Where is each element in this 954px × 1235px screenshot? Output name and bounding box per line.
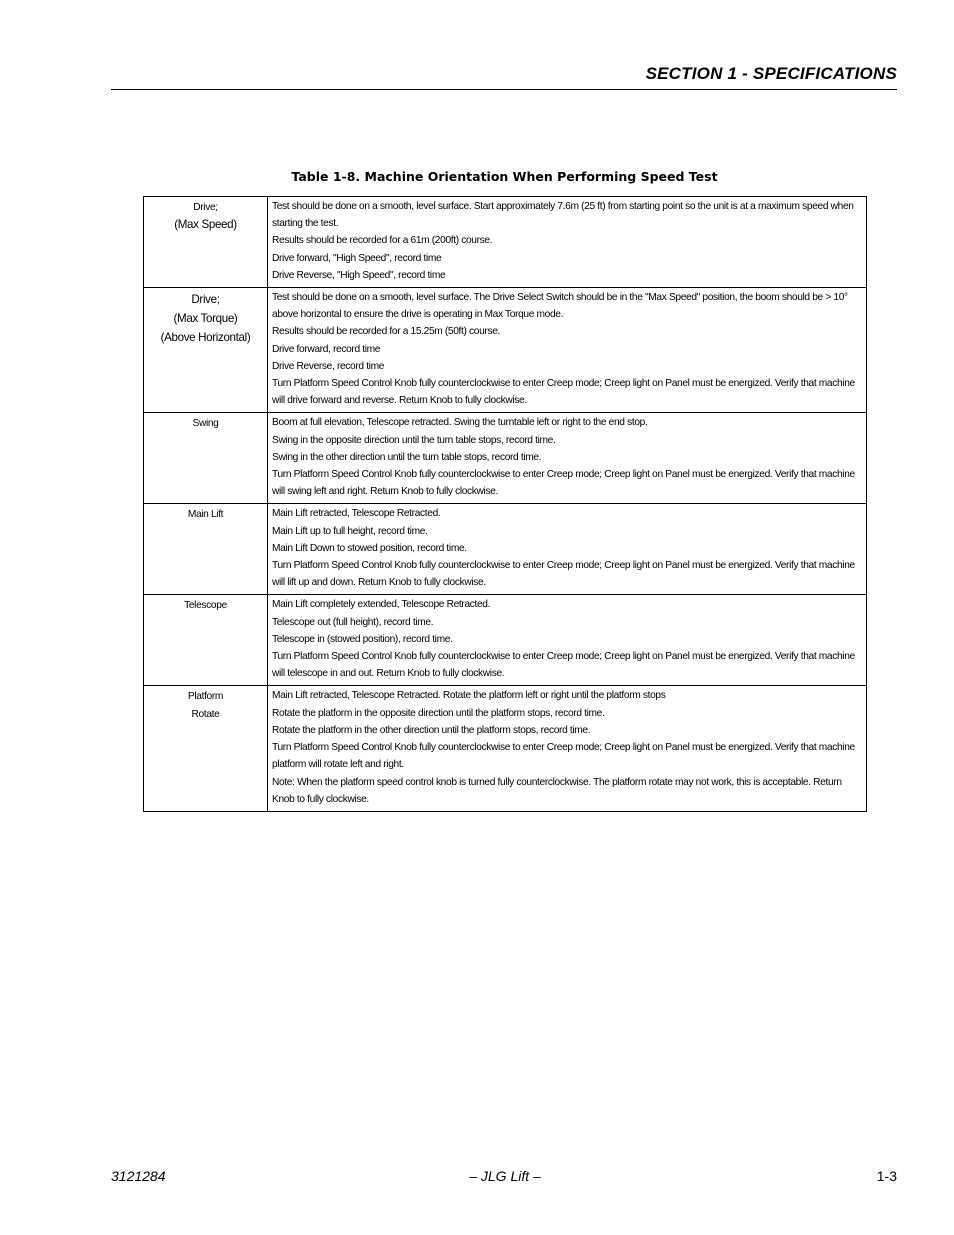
table-row <box>144 595 867 686</box>
table-row <box>144 504 867 595</box>
description-line: Drive Reverse, "High Speed", record time <box>272 269 446 281</box>
description-line: Drive forward, "High Speed", record time <box>272 252 442 264</box>
description-line: Rotate the platform in the other direction until the platform stops, record time. <box>272 724 591 736</box>
row-label: Main Lift <box>187 509 224 521</box>
table-row <box>144 288 867 413</box>
description-line: Note: When the platform speed control knob is turned fully counterclockwise. The platform rotate may not work, this is acceptable. Return Knob to fully clockwise. <box>272 776 842 805</box>
description-line: Turn Platform Speed Control Knob fully counterclockwise to enter Creep mode; Creep light on Panel must be energized. Verify that machine will lift up and down. Return Knob to fully clockwise. <box>272 560 855 589</box>
row-description-cell <box>268 595 867 686</box>
row-label: Telescope <box>184 600 227 612</box>
row-description-cell <box>268 504 867 595</box>
row-description-cell <box>268 413 867 504</box>
table-caption: Table 1-8. Machine Orientation When Performing Speed Test <box>291 169 718 184</box>
footer-doc-number: 3121284 <box>111 1168 166 1184</box>
row-label: (Max Torque) <box>173 312 238 326</box>
footer-center-text: – JLG Lift – <box>469 1168 541 1184</box>
description-line: Boom at full elevation, Telescope retracted. Swing the turntable left or right to the end stop. <box>272 417 648 429</box>
description-line: Turn Platform Speed Control Knob fully counterclockwise to enter Creep mode; Creep light on Panel must be energized. Verify that machine will drive forward and reverse. Return Knob to fully clockwise. <box>272 378 855 407</box>
description-line: Main Lift completely extended, Telescope Retracted. <box>272 599 491 611</box>
description-line: Drive Reverse, record time <box>272 360 385 372</box>
description-line: Swing in the other direction until the turn table stops, record time. <box>272 451 542 463</box>
row-label-cell <box>144 686 268 811</box>
row-label-cell <box>144 288 268 413</box>
row-label: Drive; <box>191 293 220 307</box>
table-row <box>144 413 867 504</box>
description-line: Turn Platform Speed Control Knob fully counterclockwise to enter Creep mode; Creep light on Panel must be energized. Verify that machine will swing left and right. Return Knob to fully clockwise. <box>272 469 855 498</box>
row-label: (Max Speed) <box>174 218 237 232</box>
description-line: Main Lift retracted, Telescope Retracted. <box>272 508 441 520</box>
description-line: Main Lift up to full height, record time. <box>272 525 428 537</box>
description-line: Turn Platform Speed Control Knob fully counterclockwise to enter Creep mode; Creep light on Panel must be energized. Verify that machine platform will rotate left and right. <box>272 742 855 771</box>
row-label-cell <box>144 413 268 504</box>
row-label: Drive; <box>193 202 218 213</box>
description-line: Results should be recorded for a 61m (200ft) course. <box>272 235 493 247</box>
row-description-cell <box>268 288 867 413</box>
row-label: Swing <box>192 418 219 430</box>
description-line: Results should be recorded for a 15.25m (50ft) course. <box>272 326 500 338</box>
row-description-cell <box>268 686 867 811</box>
row-description-cell <box>268 197 867 288</box>
description-line: Main Lift Down to stowed position, record time. <box>272 542 467 554</box>
description-line: Rotate the platform in the opposite direction until the platform stops, record time. <box>272 707 605 719</box>
description-line: Test should be done on a smooth, level surface. The Drive Select Switch should be in the "Max Speed" position, the boom should be > 10° above horizontal to ensure the drive is operating in Max Torque mode. <box>272 292 848 321</box>
description-line: Telescope out (full height), record time. <box>272 616 434 628</box>
description-line: Drive forward, record time <box>272 343 381 355</box>
row-label-cell <box>144 197 268 288</box>
table-row <box>144 197 867 288</box>
description-line: Swing in the opposite direction until the turn table stops, record time. <box>272 434 556 446</box>
description-line: Test should be done on a smooth, level surface. Start approximately 7.6m (25 ft) from starting point so the unit is at a maximum speed when starting the test. <box>272 201 854 230</box>
row-label: (Above Horizontal) <box>160 331 251 345</box>
description-line: Telescope in (stowed position), record time. <box>272 633 453 645</box>
row-label: Rotate <box>191 708 220 720</box>
header-divider <box>111 89 897 90</box>
footer-page-number: 1-3 <box>876 1168 897 1184</box>
description-line: Turn Platform Speed Control Knob fully counterclockwise to enter Creep mode; Creep light on Panel must be energized. Verify that machine will telescope in and out. Return Knob to fully clockwise. <box>272 651 855 680</box>
speed-test-table <box>143 196 867 812</box>
row-label-cell <box>144 504 268 595</box>
description-line: Main Lift retracted, Telescope Retracted. Rotate the platform left or right until the platform stops <box>272 690 666 702</box>
section-title: SECTION 1 - SPECIFICATIONS <box>645 64 897 83</box>
table-row <box>144 686 867 811</box>
row-label-cell <box>144 595 268 686</box>
row-label: Platform <box>187 691 224 703</box>
